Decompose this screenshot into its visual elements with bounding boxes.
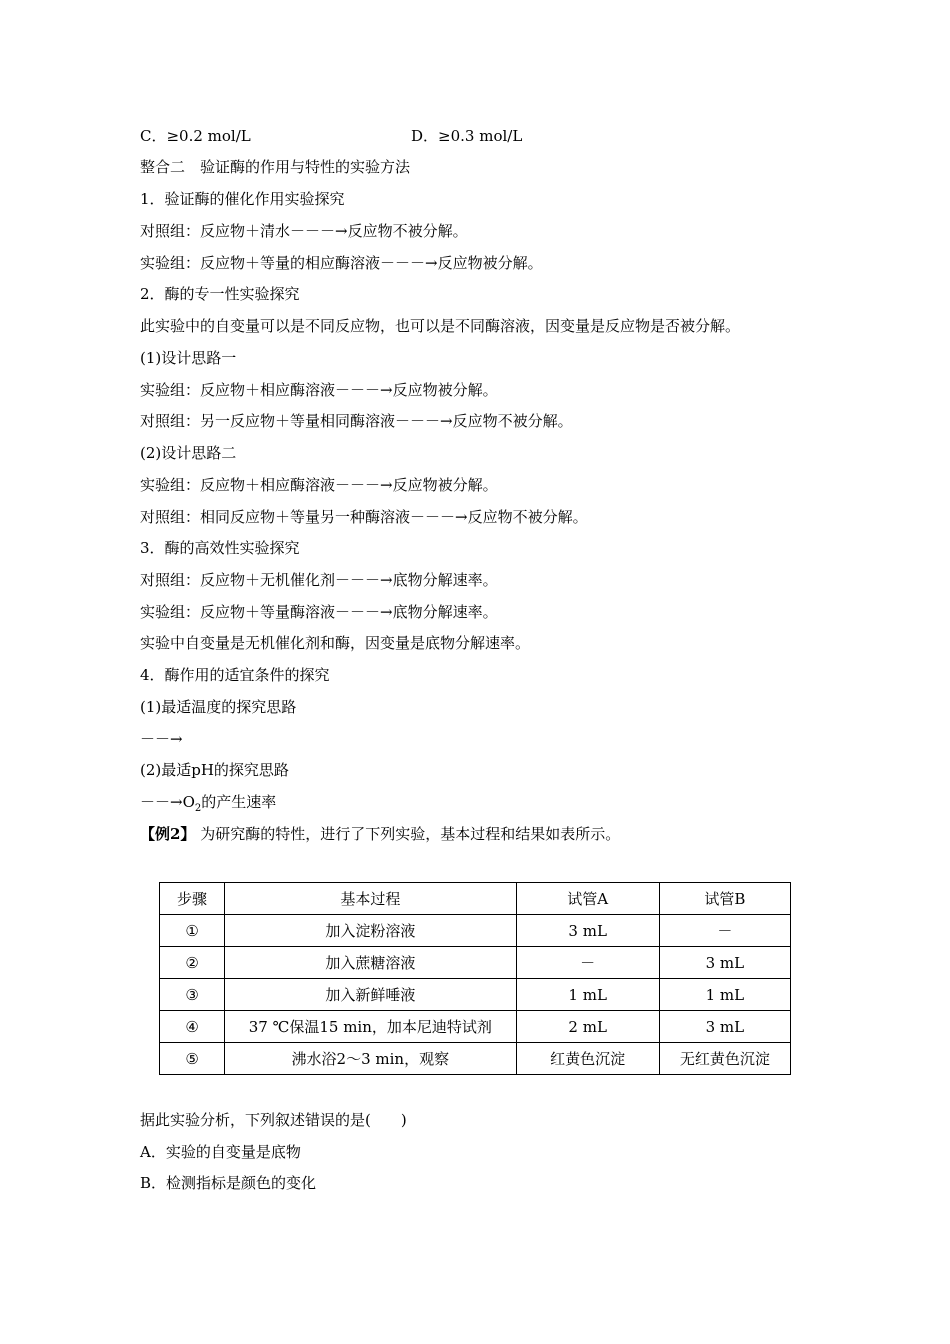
section-title: 整合二 验证酶的作用与特性的实验方法 xyxy=(140,158,411,176)
table-cell: 无红黄色沉淀 xyxy=(659,1043,790,1075)
s4-temp-arrow: －－→ xyxy=(140,730,183,748)
experiment-table xyxy=(159,882,791,1075)
s2-plan1-control: 对照组：另一反应物＋等量相同酶溶液－－－→反应物不被分解。 xyxy=(140,412,573,430)
s2-plan2-title: (2)设计思路二 xyxy=(140,444,237,462)
table-cell: 1 mL xyxy=(659,979,790,1011)
table-cell: ② xyxy=(160,947,225,979)
table-cell: ④ xyxy=(160,1011,225,1043)
table-cell: 1 mL xyxy=(516,979,659,1011)
option-c: C．≥0.2 mol/L xyxy=(140,127,251,145)
s2-plan2-control: 对照组：相同反应物＋等量另一种酶溶液－－－→反应物不被分解。 xyxy=(140,508,588,526)
question-option-a: A．实验的自变量是底物 xyxy=(140,1143,301,1161)
table-row xyxy=(160,915,791,947)
table-row xyxy=(160,947,791,979)
example-label: 【例2】 xyxy=(140,825,196,843)
question-option-b: B．检测指标是颜色的变化 xyxy=(140,1174,317,1192)
table-header-cell: 步骤 xyxy=(160,883,225,915)
table-cell: 37 ℃保温15 min，加本尼迪特试剂 xyxy=(225,1011,516,1043)
table-cell: 沸水浴2～3 min，观察 xyxy=(225,1043,516,1075)
s4-ph-title: (2)最适pH的探究思路 xyxy=(140,761,289,779)
table-cell: ⑤ xyxy=(160,1043,225,1075)
s3-heading: 3．酶的高效性实验探究 xyxy=(140,539,300,557)
table-cell: － xyxy=(659,915,790,947)
s2-heading: 2．酶的专一性实验探究 xyxy=(140,285,300,303)
table-cell: 2 mL xyxy=(516,1011,659,1043)
table-cell: － xyxy=(516,947,659,979)
s2-plan1-title: (1)设计思路一 xyxy=(140,349,237,367)
s2-intro: 此实验中的自变量可以是不同反应物，也可以是不同酶溶液，因变量是反应物是否被分解。 xyxy=(140,317,741,335)
s1-experiment: 实验组：反应物＋等量的相应酶溶液－－－→反应物被分解。 xyxy=(140,254,543,272)
s4-ph-subscript: 2 xyxy=(194,803,202,814)
example-line xyxy=(140,824,620,844)
question-stem: 据此实验分析，下列叙述错误的是( ) xyxy=(140,1111,407,1129)
table-cell: ③ xyxy=(160,979,225,1011)
table-header-cell: 基本过程 xyxy=(225,883,516,915)
table-cell: 加入新鲜唾液 xyxy=(225,979,516,1011)
s4-ph-arrow-prefix: －－→O xyxy=(140,793,195,811)
s1-control: 对照组：反应物＋清水－－－→反应物不被分解。 xyxy=(140,222,468,240)
table-row xyxy=(160,1043,791,1075)
table-cell: 红黄色沉淀 xyxy=(516,1043,659,1075)
s3-note: 实验中自变量是无机催化剂和酶，因变量是底物分解速率。 xyxy=(140,634,531,652)
table-header-row xyxy=(160,883,791,915)
s3-experiment: 实验组：反应物＋等量酶溶液－－－→底物分解速率。 xyxy=(140,603,498,621)
table-cell: ① xyxy=(160,915,225,947)
s3-control: 对照组：反应物＋无机催化剂－－－→底物分解速率。 xyxy=(140,571,498,589)
table-cell: 3 mL xyxy=(659,1011,790,1043)
s1-heading: 1．验证酶的催化作用实验探究 xyxy=(140,190,345,208)
table-row xyxy=(160,979,791,1011)
s2-plan2-experiment: 实验组：反应物＋相应酶溶液－－－→反应物被分解。 xyxy=(140,476,498,494)
table-header-cell: 试管B xyxy=(659,883,790,915)
table-cell: 加入蔗糖溶液 xyxy=(225,947,516,979)
s4-heading: 4．酶作用的适宜条件的探究 xyxy=(140,666,330,684)
s2-plan1-experiment: 实验组：反应物＋相应酶溶液－－－→反应物被分解。 xyxy=(140,381,498,399)
table-row xyxy=(160,1011,791,1043)
table-header-cell: 试管A xyxy=(516,883,659,915)
s4-ph-arrow-line xyxy=(140,792,276,819)
previous-question-options xyxy=(140,125,840,145)
table-cell: 3 mL xyxy=(516,915,659,947)
table-cell: 加入淀粉溶液 xyxy=(225,915,516,947)
example-text: 为研究酶的特性，进行了下列实验，基本过程和结果如表所示。 xyxy=(195,825,621,843)
s4-ph-arrow-suffix: 的产生速率 xyxy=(201,793,277,811)
option-d: D．≥0.3 mol/L xyxy=(411,127,523,145)
table-cell: 3 mL xyxy=(659,947,790,979)
s4-temp-title: (1)最适温度的探究思路 xyxy=(140,698,297,716)
